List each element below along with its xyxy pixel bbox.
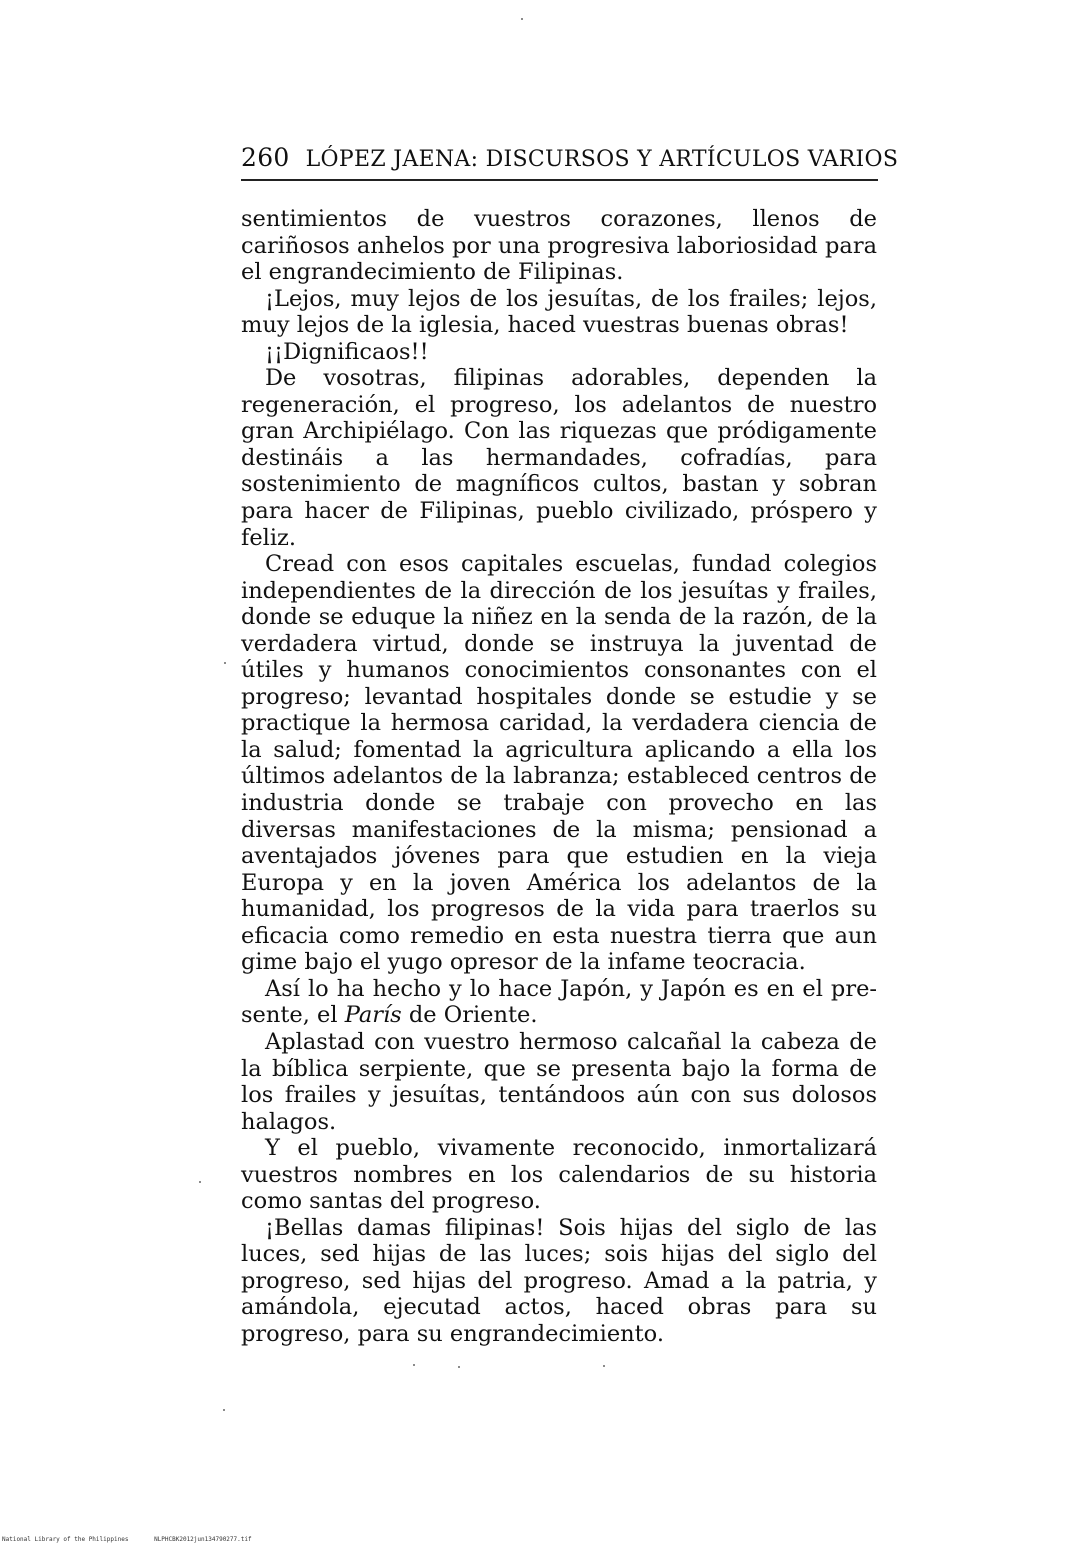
footer-library: National Library of the Philippines <box>2 1536 129 1543</box>
running-title: LÓPEZ JAENA: DISCURSOS Y ARTÍCULOS VARIOS <box>305 147 899 172</box>
scan-footer <box>2 1536 274 1543</box>
paragraph: De vosotras, filipinas adorables, dependen la regeneración, el progreso, los adelantos de nuestro gran Archipiélago. Con las riquezas que pródigamente destináis a las hermandades, cofradías, para sostenimiento de magníficos cultos, bastan y sobran para hacer de Filipinas, pueblo civilizado, próspero y feliz. <box>241 365 877 551</box>
footer-file-id: NLPHCBK2012jun134790277.tif <box>154 1536 252 1543</box>
scan-speck <box>521 18 523 20</box>
paragraph: ¡Bellas damas filipinas! Sois hijas del siglo de las luces, sed hijas de las luces; sois hijas del siglo del progreso, sed hijas del progreso. Amad a la patria, y amándola, ejecutad actos, haced obras para su progreso, para su engrandecimiento. <box>241 1214 877 1347</box>
scan-speck <box>413 1364 415 1366</box>
paragraph: Aplastad con vuestro hermoso calcañal la cabeza de la bíblica serpiente, que se presenta bajo la forma de los frailes y jesuítas, tentándoos aún con sus dolosos halagos. <box>241 1028 877 1135</box>
paragraph: Cread con esos capitales escuelas, fundad colegios independientes de la dirección de los jesuítas y frailes, donde se eduque la niñez en la senda de la razón, de la verdadera virtud, donde se instruya la juventad de útiles y humanos conocimientos consonantes con el progreso; levantad hospitales donde se estudie y se practique la hermosa caridad, la verdadera ciencia de la salud; fomentad la agricultura aplicando a ella los últimos adelantos de la labranza; estableced centros de industria donde se trabaje con provecho en las diversas manifestaciones de la misma; pensionad a aventajados jóvenes para que estudien en la vieja Europa y en la joven América los adelantos de la humanidad, los progresos de la vida para traerlos su eficacia como remedio en esta nuestra tierra que aun gime bajo el yugo opresor de la infame teocracia. <box>241 551 877 976</box>
header-rule <box>241 179 878 181</box>
page-number: 260 <box>241 143 290 172</box>
paragraph-japan <box>241 976 877 1029</box>
paragraph-text: de Oriente. <box>401 1002 538 1029</box>
paragraph-text: Así lo ha hecho y lo hace Japón, y Japón es en el presente, el <box>241 975 877 1029</box>
running-header <box>241 143 899 172</box>
scan-speck <box>223 1409 225 1411</box>
scan-speck <box>458 1366 460 1368</box>
scan-speck <box>603 1365 605 1367</box>
scan-speck <box>224 662 226 664</box>
paragraph: ¡¡Dignificaos!! <box>265 338 429 365</box>
paragraph: sentimientos de vuestros corazones, llenos de cariñosos anhelos por una progresiva laboriosidad para el engrandecimiento de Filipinas. <box>241 206 877 286</box>
scan-speck <box>199 1181 201 1183</box>
paragraph: ¡Lejos, muy lejos de los jesuítas, de los frailes; lejos, muy lejos de la iglesia, haced vuestras buenas obras! <box>241 285 877 339</box>
paragraph: Y el pueblo, vivamente reconocido, inmortalizará vuestros nombres en los calendarios de su historia como santas del progreso. <box>241 1135 877 1215</box>
body-text <box>241 206 877 1348</box>
italic-paris: París <box>344 1002 402 1029</box>
